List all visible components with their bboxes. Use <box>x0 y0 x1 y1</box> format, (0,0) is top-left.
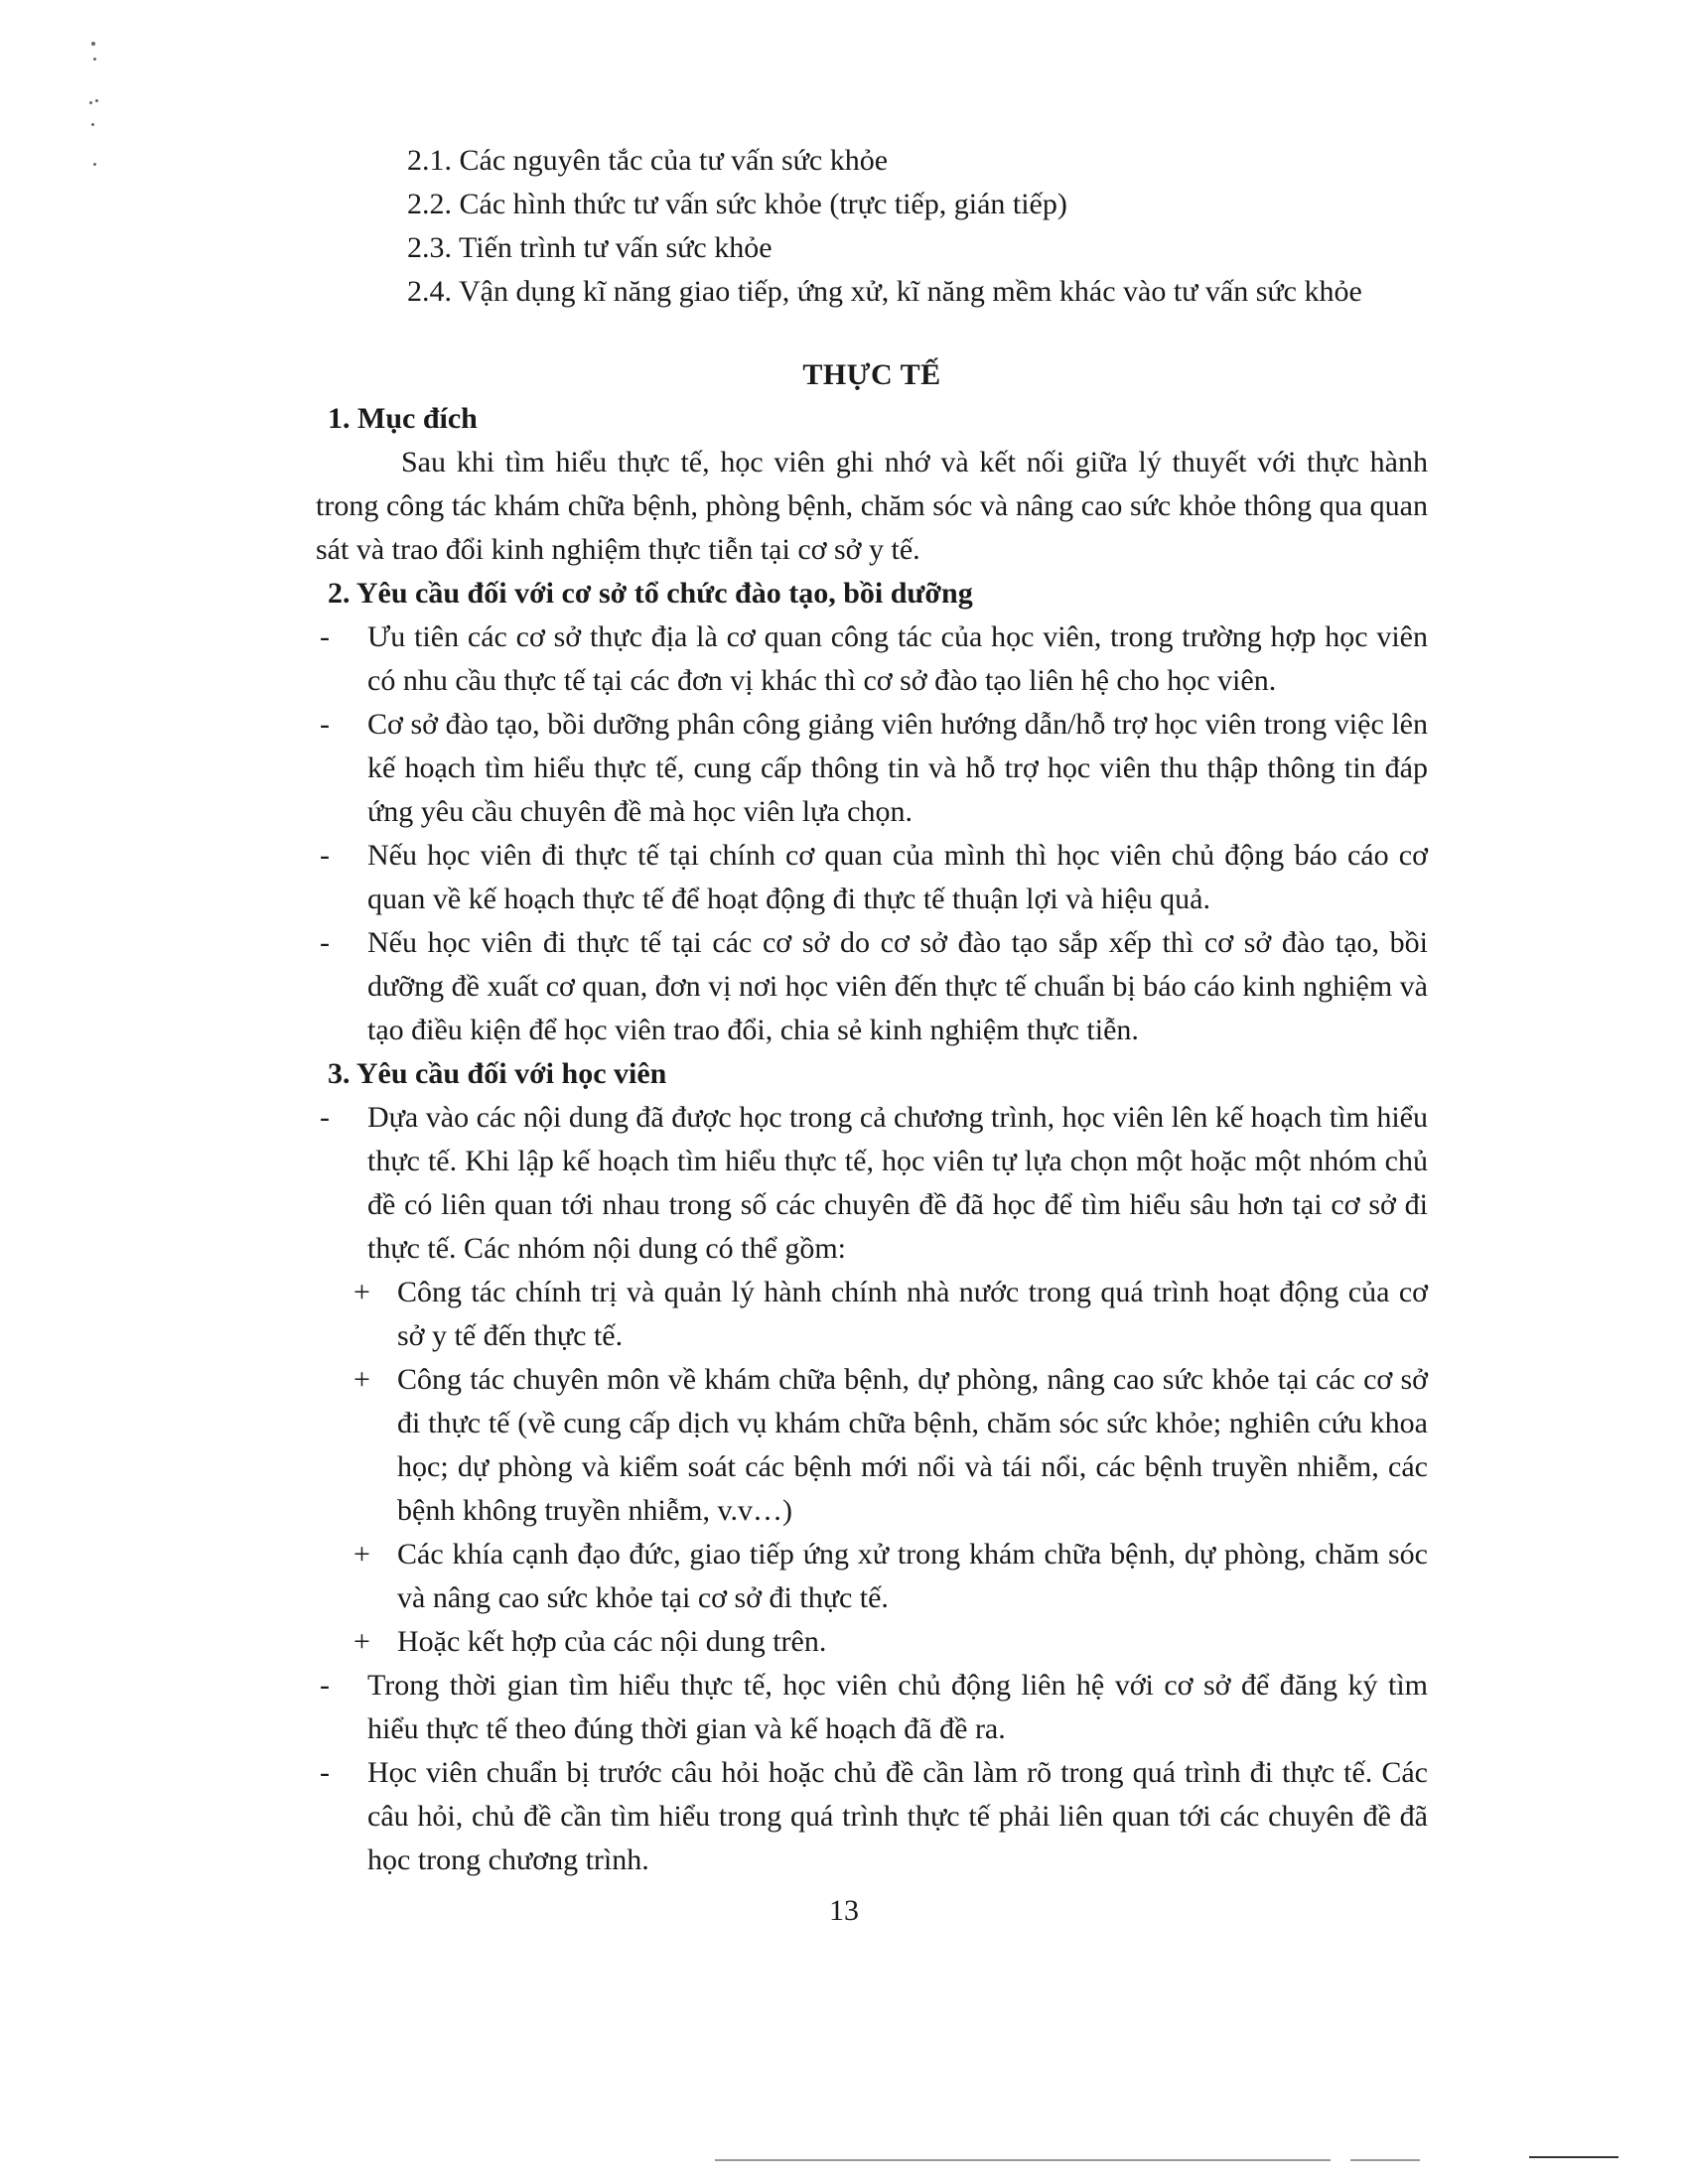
list-item-text: Ưu tiên các cơ sở thực địa là cơ quan công tác của học viên, trong trường hợp học viên có nhu cầu thực tế tại các đơn vị khác thì cơ sở đào tạo liên hệ cho học viên. <box>367 620 1428 697</box>
list-item <box>316 615 1428 703</box>
list-item-text: Nếu học viên đi thực tế tại các cơ sở do cơ sở đào tạo sắp xếp thì cơ sở đào tạo, bồi dưỡng đề xuất cơ quan, đơn vị nơi học viên đến thực tế chuẩn bị báo cáo kinh nghiệm và tạo điều kiện để học viên trao đổi, chia sẻ kinh nghiệm thực tiễn. <box>367 926 1428 1046</box>
list-item <box>316 921 1428 1052</box>
sub-list-item <box>316 1620 1428 1664</box>
scan-artifact <box>93 163 96 166</box>
dash-marker: - <box>320 1669 330 1702</box>
list-item <box>316 1096 1428 1271</box>
section-title-institution-requirements: 2. Yêu cầu đối với cơ sở tổ chức đào tạo, bồi dưỡng <box>328 577 973 610</box>
list-item <box>316 1751 1428 1882</box>
list-item-text: Dựa vào các nội dung đã được học trong cả chương trình, học viên lên kế hoạch tìm hiểu thực tế. Khi lập kế hoạch tìm hiểu thực tế, học viên tự lựa chọn một hoặc một nhóm chủ đề có liên quan tới nhau trong số các chuyên đề đã học để tìm hiểu sâu hơn tại cơ sở đi thực tế. Các nhóm nội dung có thể gồm: <box>367 1101 1428 1265</box>
scan-artifact <box>95 99 98 102</box>
scan-artifact <box>91 123 94 126</box>
section-title-student-requirements: 3. Yêu cầu đối với học viên <box>328 1057 667 1090</box>
scan-edge-line <box>715 2159 1331 2161</box>
sub-list-item-text: Công tác chuyên môn về khám chữa bệnh, dự phòng, nâng cao sức khỏe tại các cơ sở đi thực tế (về cung cấp dịch vụ khám chữa bệnh, chăm sóc sức khỏe; nghiên cứu khoa học; dự phòng và kiểm soát các bệnh mới nổi và tái nổi, các bệnh truyền nhiễm, các bệnh không truyền nhiễm, v.v…) <box>397 1363 1428 1527</box>
toc-item: 2.3. Tiến trình tư vấn sức khỏe <box>407 231 773 264</box>
scan-artifact <box>89 101 92 104</box>
plus-marker: + <box>353 1276 370 1308</box>
scan-edge-line <box>1529 2156 1618 2158</box>
scan-edge-line <box>1350 2159 1420 2161</box>
dash-marker: - <box>320 708 330 741</box>
toc-item: 2.1. Các nguyên tắc của tư vấn sức khỏe <box>407 144 889 177</box>
page-number: 13 <box>829 1894 859 1927</box>
list-item-text: Cơ sở đào tạo, bồi dưỡng phân công giảng viên hướng dẫn/hỗ trợ học viên trong việc lên kế hoạch tìm hiểu thực tế, cung cấp thông tin và hỗ trợ học viên thu thập thông tin đáp ứng yêu cầu chuyên đề mà học viên lựa chọn. <box>367 708 1428 828</box>
dash-marker: - <box>320 1101 330 1134</box>
dash-marker: - <box>320 1756 330 1789</box>
toc-item: 2.4. Vận dụng kĩ năng giao tiếp, ứng xử, kĩ năng mềm khác vào tư vấn sức khỏe <box>407 275 1362 308</box>
purpose-paragraph: Sau khi tìm hiểu thực tế, học viên ghi nhớ và kết nối giữa lý thuyết với thực hành trong công tác khám chữa bệnh, phòng bệnh, chăm sóc và nâng cao sức khỏe thông qua quan sát và trao đổi kinh nghiệm thực tiễn tại cơ sở y tế. <box>316 446 1428 566</box>
dash-marker: - <box>320 839 330 872</box>
section-title-purpose: 1. Mục đích <box>328 402 478 435</box>
plus-marker: + <box>353 1538 370 1570</box>
sub-list-item-text: Các khía cạnh đạo đức, giao tiếp ứng xử trong khám chữa bệnh, dự phòng, chăm sóc và nâng cao sức khỏe tại cơ sở đi thực tế. <box>397 1538 1428 1614</box>
list-item-text: Học viên chuẩn bị trước câu hỏi hoặc chủ đề cần làm rõ trong quá trình đi thực tế. Các câu hỏi, chủ đề cần tìm hiểu trong quá trình thực tế phải liên quan tới các chuyên đề đã học trong chương trình. <box>367 1756 1428 1876</box>
toc-item: 2.2. Các hình thức tư vấn sức khỏe (trực tiếp, gián tiếp) <box>407 188 1067 220</box>
list-item <box>316 1664 1428 1751</box>
list-item-text: Trong thời gian tìm hiểu thực tế, học viên chủ động liên hệ với cơ sở để đăng ký tìm hiểu thực tế theo đúng thời gian và kế hoạch đã đề ra. <box>367 1669 1428 1745</box>
dash-marker: - <box>320 926 330 959</box>
section-heading: THỰC TẾ <box>802 358 941 391</box>
sub-list-item <box>316 1358 1428 1533</box>
plus-marker: + <box>353 1363 370 1396</box>
document-body <box>316 139 1428 1882</box>
sub-list-item-text: Hoặc kết hợp của các nội dung trên. <box>397 1625 827 1658</box>
dash-marker: - <box>320 620 330 653</box>
sub-list-item <box>316 1271 1428 1358</box>
plus-marker: + <box>353 1625 370 1658</box>
scan-artifact <box>91 42 95 46</box>
sub-list-item-text: Công tác chính trị và quản lý hành chính nhà nước trong quá trình hoạt động của cơ sở y tế đến thực tế. <box>397 1276 1428 1352</box>
list-item <box>316 703 1428 834</box>
sub-list-item <box>316 1533 1428 1620</box>
list-item <box>316 834 1428 921</box>
list-item-text: Nếu học viên đi thực tế tại chính cơ quan của mình thì học viên chủ động báo cáo cơ quan về kế hoạch thực tế để hoạt động đi thực tế thuận lợi và hiệu quả. <box>367 839 1428 915</box>
scan-artifact <box>93 58 96 61</box>
